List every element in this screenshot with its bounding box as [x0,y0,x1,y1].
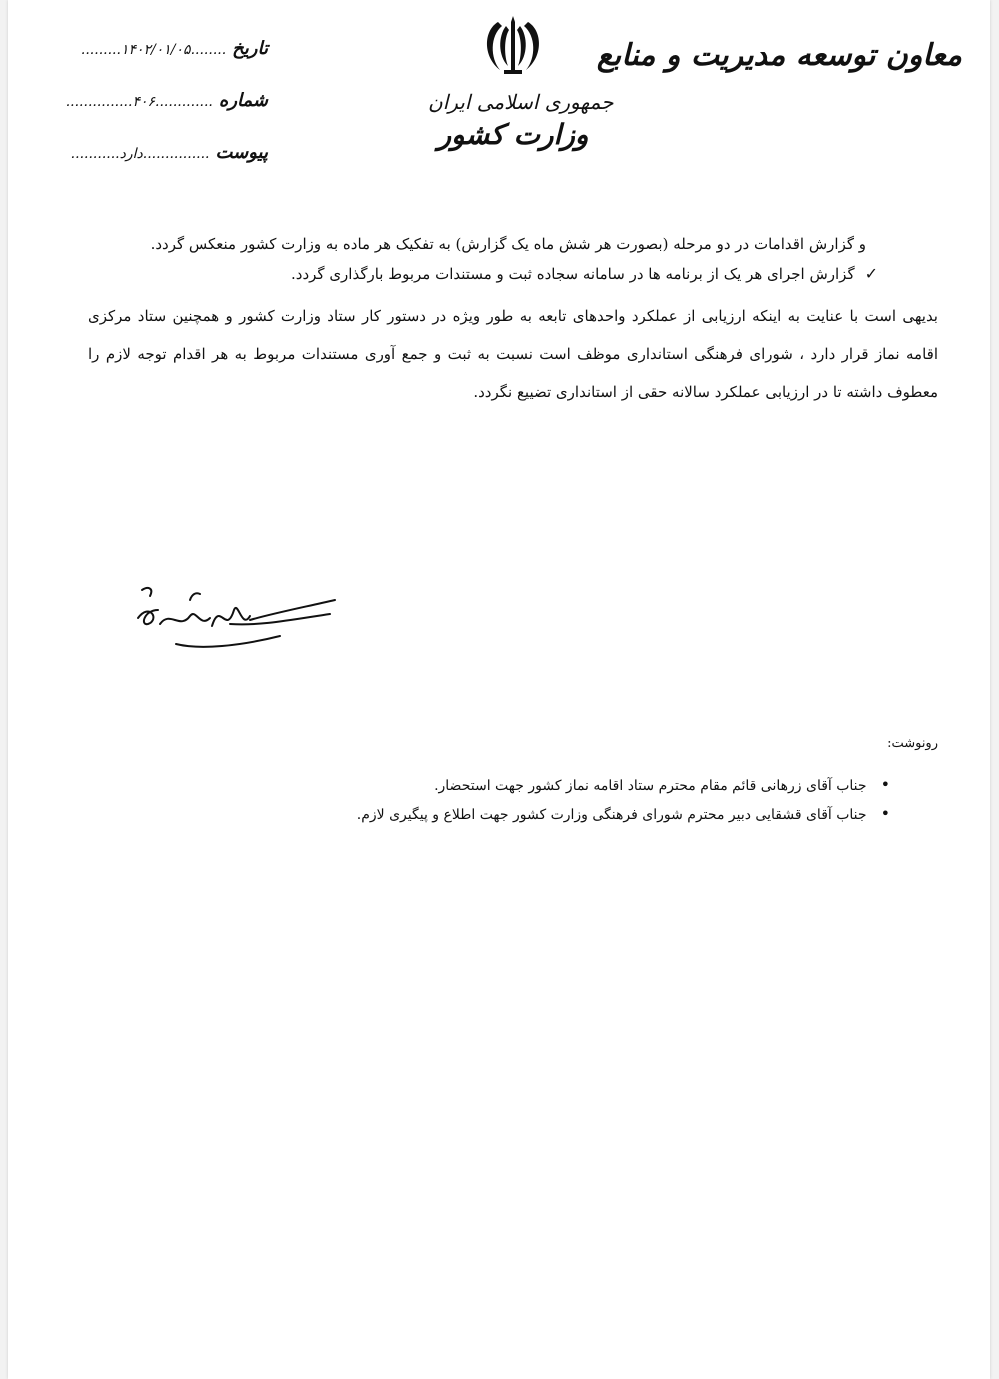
iran-emblem-icon [468,12,558,84]
attachment-value: ...............دارد........... [70,146,210,162]
paragraph-upload-text: گزارش اجرای هر یک از برنامه ها در سامانه سجاده ثبت و مستندات مربوط بارگذاری گردد. [291,265,855,283]
attachment-label: پیوست [215,142,268,163]
attachment-row [48,142,268,194]
date-row [48,38,268,90]
number-row [48,90,268,142]
letterhead [428,12,614,182]
checkmark-icon: ✓ [864,264,878,283]
date-value: ........۱۴۰۲/۰۱/۰۵......... [80,42,227,58]
cc-title: رونوشت: [887,736,938,751]
cc-item-text: جناب آقای زرهانی قائم مقام محترم ستاد اقامه نماز کشور جهت استحضار. [434,778,867,794]
paragraph-report-stages: و گزارش اقدامات در دو مرحله (بصورت هر شش ماه یک گزارش) به تفکیک هر ماده به وزارت کشور منعکس گردد. [150,235,866,253]
republic-name: جمهوری اسلامی ایران [428,90,614,114]
number-value: .............۴۰۶............... [65,94,213,110]
list-item [88,804,938,823]
paragraph-upload [88,261,938,287]
ministry-name: وزارت کشور [437,118,589,151]
bullet-icon: • [880,775,890,794]
letter-body [88,232,938,415]
date-label: تاریخ [232,38,268,59]
carbon-copy-section [88,736,938,833]
number-label: شماره [218,90,268,111]
cc-list [88,775,938,823]
cc-item-text: جناب آقای قشقایی دبیر محترم شورای فرهنگی وزارت کشور جهت اطلاع و پیگیری لازم. [356,807,867,823]
list-item [88,775,938,794]
bullet-icon: • [880,804,890,823]
paragraph-evaluation: بدیهی است با عنایت به اینکه ارزیابی از عملکرد واحدهای تابعه به طور ویژه در دستور کار ستاد وزارت کشور و همچنین ستاد مرکزی اقامه نماز قرار دارد ، شورای فرهنگی استانداری موظف است نسبت به ثبت و جمع آوری مستندات مربوط به هر اقدام توجه لازم را معطوف داشته تا در ارزیابی عملکرد سالانه حقی از استانداری تضییع نگردد. [88,307,938,401]
signature [130,580,340,660]
letter-meta [48,38,268,194]
deputy-title: معاون توسعه مدیریت و منابع [596,38,962,73]
letter-page [8,0,990,1379]
